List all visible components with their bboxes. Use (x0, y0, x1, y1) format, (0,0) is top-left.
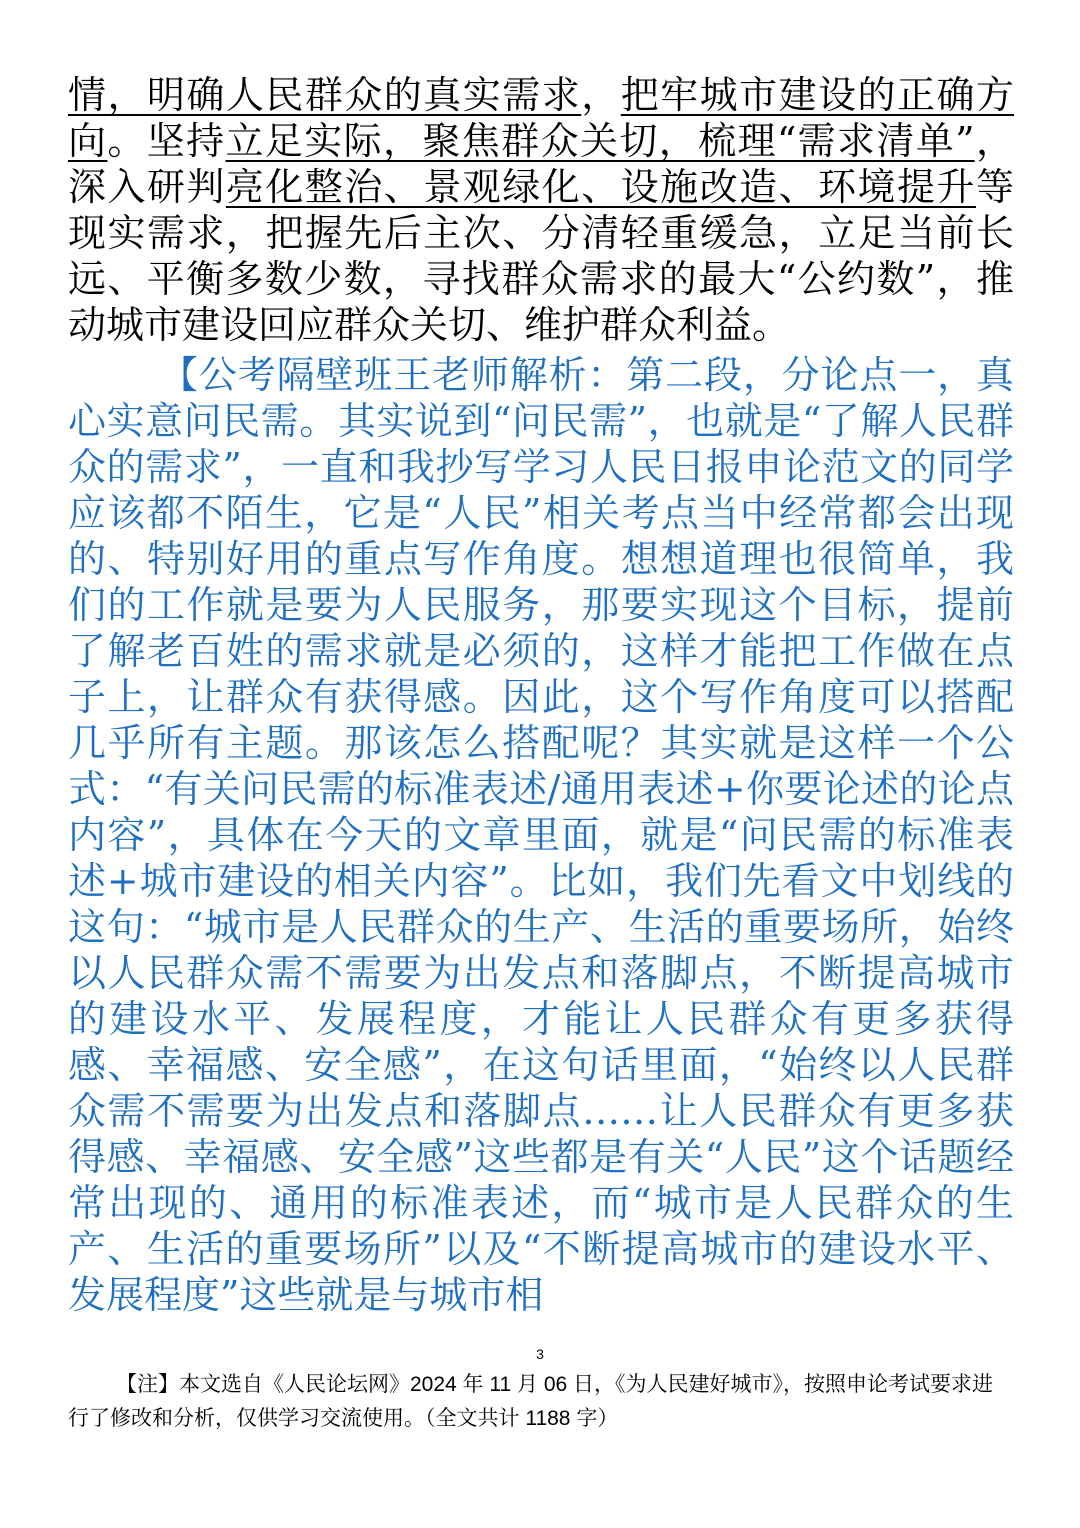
essay-text: ，深入研判 (68, 119, 1014, 209)
underlined-phrase: 亮化整治、景观绿化、设施改造、环境提升 (225, 165, 976, 209)
footnote: 【注】本文选自《人民论坛网》2024 年 11 月 06 日，《为人民建好城市》，按照申论考试要求进行了修改和分析，仅供学习交流使用。（全文共计 1188 字） (68, 1373, 994, 1430)
essay-text: 等现实需求，把握先后主次、分清轻重缓急，立足当前长远、平衡多数少数，寻找群众需求的最大“公约数”，推动城市建设回应群众关切、维护群众利益。 (68, 165, 1014, 347)
essay-text: ， (581, 73, 621, 117)
essay-paragraph (68, 72, 1014, 348)
analysis-paragraph: 【公考隔壁班王老师解析：第二段，分论点一，真心实意问民需。其实说到“问民需”，也就是“了解人民群众的需求”，一直和我抄写学习人民日报申论范文的同学应该都不陌生，它是“人民”相关考点当中经常都会出现的、特别好用的重点写作角度。想想道理也很简单，我们的工作就是要为人民服务，那要实现这个目标，提前了解老百姓的需求就是必须的，这样才能把工作做在点子上，让群众有获得感。因此，这个写作角度可以搭配几乎所有主题。那该怎么搭配呢？其实就是这样一个公式：“有关问民需的标准表述/通用表述+你要论述的论点内容”，具体在今天的文章里面，就是“问民需的标准表述+城市建设的相关内容”。比如，我们先看文中划线的这句：“城市是人民群众的生产、生活的重要场所，始终以人民群众需不需要为出发点和落脚点，不断提高城市的建设水平、发展程度，才能让人民群众有更多获得感、幸福感、安全感”，在这句话里面，“始终以人民群众需不需要为出发点和落脚点……让人民群众有更多获得感、幸福感、安全感”这些都是有关“人民”这个话题经常出现的、通用的标准表述，而“城市是人民群众的生产、生活的重要场所”以及“不断提高城市的建设水平、发展程度”这些就是与城市相 (68, 353, 1014, 1317)
underlined-phrase: 立足实际，聚焦群众关切，梳理“需求清单” (225, 119, 975, 163)
essay-text: 。坚持 (107, 119, 226, 163)
underlined-phrase: 情，明确人民群众的真实需求 (68, 73, 582, 117)
underlined-phrase: 把牢城市建设的正确方向 (68, 73, 1014, 163)
page-number: 3 (536, 1346, 544, 1362)
